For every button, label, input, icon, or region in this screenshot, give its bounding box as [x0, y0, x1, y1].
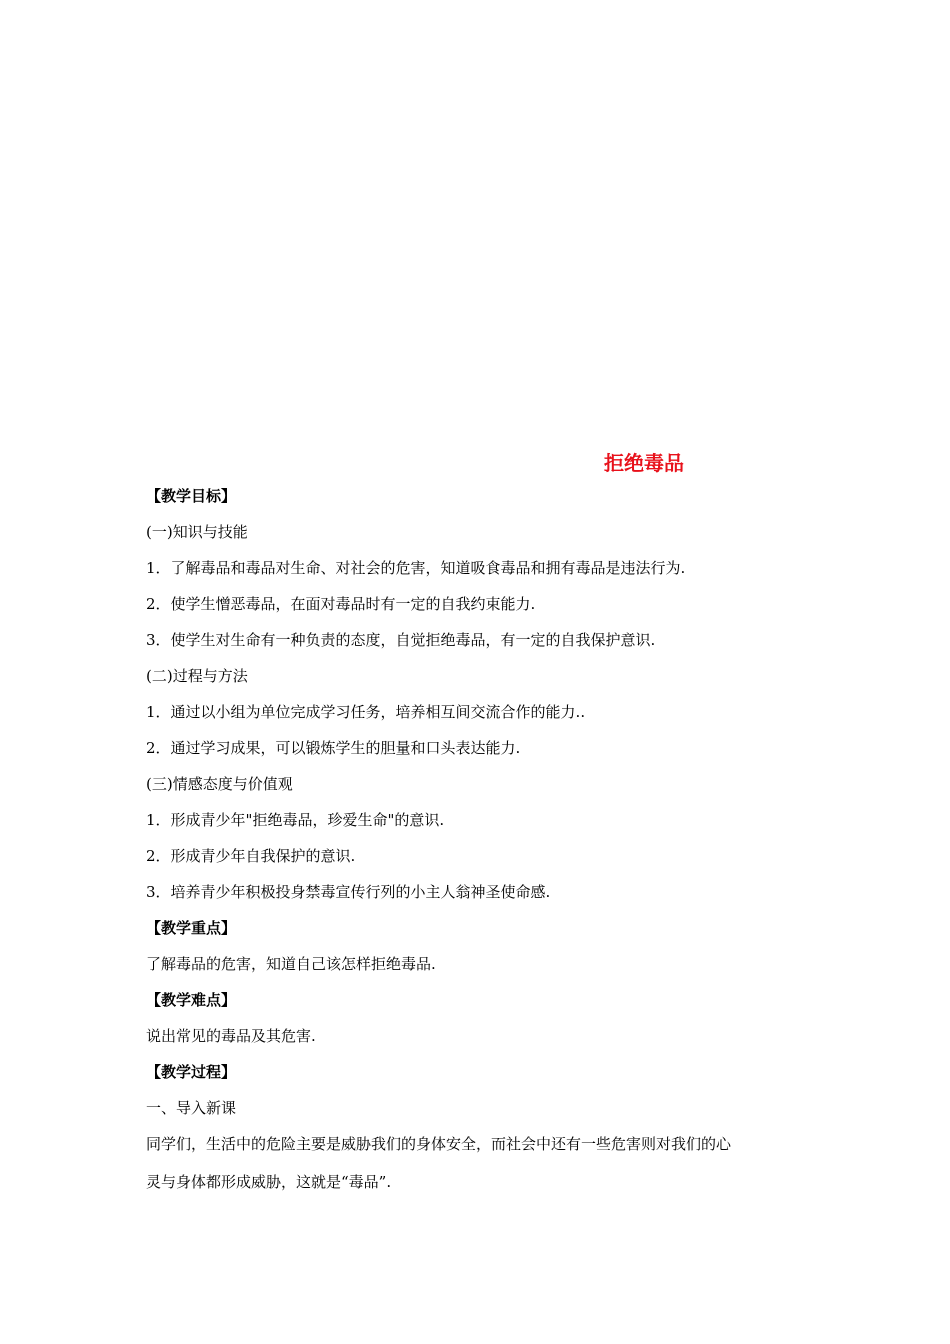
- objective-line: 1．通过以小组为单位完成学习任务，培养相互间交流合作的能力..: [146, 703, 586, 721]
- objective-line: 2．形成青少年自我保护的意识.: [146, 847, 356, 865]
- section-heading-process: 【教学过程】: [146, 1063, 237, 1081]
- objective-line: 2．通过学习成果，可以锻炼学生的胆量和口头表达能力.: [146, 739, 521, 757]
- subheading-knowledge: (一)知识与技能: [146, 523, 248, 541]
- section-heading-key-points: 【教学重点】: [146, 919, 237, 937]
- objective-line: 1．形成青少年"拒绝毒品，珍爱生命"的意识.: [146, 811, 445, 829]
- paragraph-line: 灵与身体都形成威胁，这就是“毒品”.: [146, 1173, 392, 1191]
- difficulty-text: 说出常见的毒品及其危害.: [146, 1027, 316, 1045]
- objective-line: 3．培养青少年积极投身禁毒宣传行列的小主人翁神圣使命感.: [146, 883, 551, 901]
- objective-line: 3．使学生对生命有一种负责的态度，自觉拒绝毒品，有一定的自我保护意识.: [146, 631, 656, 649]
- objective-line: 1．了解毒品和毒品对生命、对社会的危害，知道吸食毒品和拥有毒品是违法行为.: [146, 559, 686, 577]
- section-heading-difficulties: 【教学难点】: [146, 991, 237, 1009]
- subheading-introduction: 一、导入新课: [146, 1099, 237, 1117]
- section-heading-objectives: 【教学目标】: [146, 487, 237, 505]
- subheading-process: (二)过程与方法: [146, 667, 248, 685]
- objective-line: 2．使学生憎恶毒品，在面对毒品时有一定的自我约束能力.: [146, 595, 536, 613]
- subheading-attitude: (三)情感态度与价值观: [146, 775, 293, 793]
- key-point-text: 了解毒品的危害，知道自己该怎样拒绝毒品.: [146, 955, 436, 973]
- paragraph-line: 同学们，生活中的危险主要是威胁我们的身体安全，而社会中还有一些危害则对我们的心: [146, 1135, 732, 1153]
- page-title: 拒绝毒品: [604, 451, 684, 475]
